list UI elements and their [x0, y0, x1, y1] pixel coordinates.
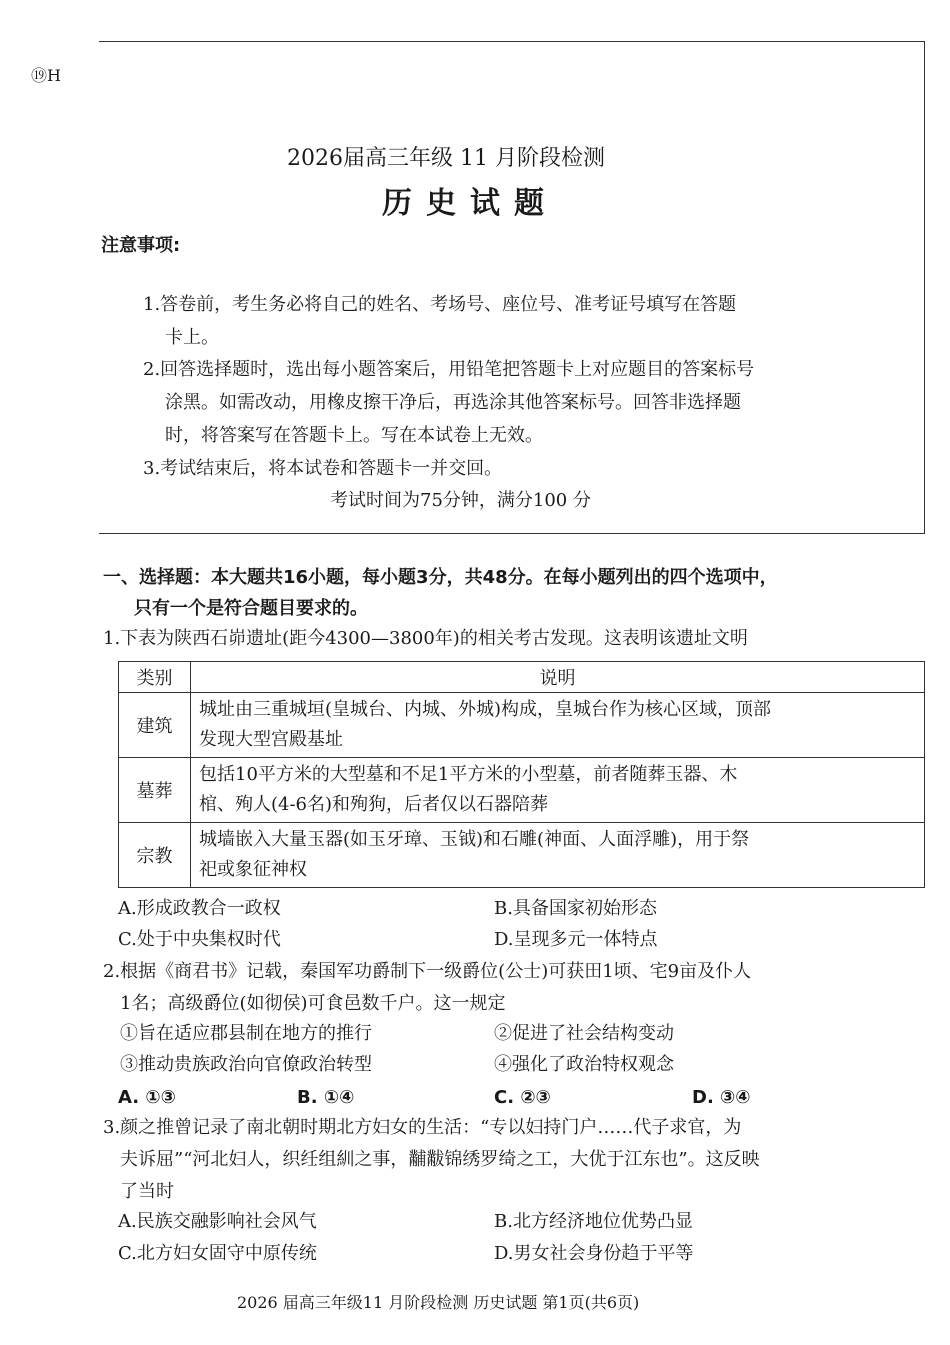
table-header-cell: 说明 [191, 662, 925, 693]
table-cell-category: 墓葬 [119, 758, 191, 823]
q1-option-c[interactable]: C.处于中央集权时代 [118, 929, 281, 950]
notice-heading: 注意事项: [101, 235, 181, 256]
q2-statement: ②促进了社会结构变动 [494, 1023, 674, 1044]
q3-stem: 3.颜之推曾记录了南北朝时期北方妇女的生活：“专以妇持门户……代子求官，为 [103, 1117, 742, 1138]
description-line: 城址由三重城垣(皇城台、内城、外城)构成，皇城台作为核心区域，顶部 [199, 699, 772, 720]
table-row [119, 693, 925, 758]
notice-item: 2.回答选择题时，选出每小题答案后，用铅笔把答题卡上对应题目的答案标号 [143, 359, 755, 380]
notice-item: 卡上。 [165, 327, 219, 348]
table-row [119, 823, 925, 888]
table-header-row [119, 662, 925, 693]
q3-option-d[interactable]: D.男女社会身份趋于平等 [494, 1243, 694, 1264]
q1-option-d[interactable]: D.呈现多元一体特点 [494, 929, 658, 950]
q3-stem-cont: 了当时 [120, 1181, 174, 1202]
q2-statement: ③推动贵族政治向官僚政治转型 [120, 1054, 372, 1075]
description-line: 棺、殉人(4-6名)和殉狗，后者仅以石器陪葬 [199, 794, 549, 815]
q3-option-a[interactable]: A.民族交融影响社会风气 [118, 1211, 317, 1232]
q2-statement: ④强化了政治特权观念 [494, 1054, 674, 1075]
q3-option-b[interactable]: B.北方经济地位优势凸显 [494, 1211, 693, 1232]
description-line: 发现大型宫殿基址 [199, 729, 343, 750]
table-header-cell: 类别 [119, 662, 191, 693]
table-cell-category: 宗教 [119, 823, 191, 888]
q2-option-d[interactable]: D. ③④ [692, 1087, 751, 1108]
description-line: 祀或象征神权 [199, 859, 307, 880]
section-heading-cont: 只有一个是符合题目要求的。 [134, 598, 368, 619]
top-border-line [99, 41, 925, 42]
q1-option-b[interactable]: B.具备国家初始形态 [494, 898, 657, 919]
q3-option-c[interactable]: C.北方妇女固守中原传统 [118, 1243, 317, 1264]
exam-title: 2026届高三年级 11 月阶段检测 [287, 146, 605, 171]
q2-option-c[interactable]: C. ②③ [494, 1087, 551, 1108]
subject-title: 历史试题 [382, 186, 558, 221]
right-border-line [924, 41, 925, 533]
table-cell-category: 建筑 [119, 693, 191, 758]
q1-option-a[interactable]: A.形成政教合一政权 [118, 898, 281, 919]
q2-statement: ①旨在适应郡县制在地方的推行 [120, 1023, 372, 1044]
q2-stem-cont: 1名；高级爵位(如彻侯)可食邑数千户。这一规定 [120, 993, 506, 1014]
table-row [119, 758, 925, 823]
table-cell-description [191, 758, 925, 823]
q1-table [118, 661, 925, 888]
notice-item: 时，将答案写在答题卡上。写在本试卷上无效。 [165, 425, 543, 446]
q2-option-b[interactable]: B. ①④ [297, 1087, 355, 1108]
description-line: 城墙嵌入大量玉器(如玉牙璋、玉钺)和石雕(神面、人面浮雕)，用于祭 [199, 829, 750, 850]
notice-item: 1.答卷前，考生务必将自己的姓名、考场号、座位号、准考证号填写在答题 [143, 294, 737, 315]
q3-stem-cont: 夫诉屈”“河北妇人，织纴组紃之事，黼黻锦绣罗绮之工，大优于江东也”。这反映 [120, 1149, 760, 1170]
q2-stem: 2.根据《商君书》记载，秦国军功爵制下一级爵位(公士)可获田1顷、宅9亩及仆人 [103, 961, 752, 982]
table-cell-description [191, 823, 925, 888]
q2-option-a[interactable]: A. ①③ [118, 1087, 176, 1108]
section-heading: 一、选择题：本大题共16小题，每小题3分，共48分。在每小题列出的四个选项中， [103, 567, 778, 588]
notice-item: 3.考试结束后，将本试卷和答题卡一并交回。 [143, 458, 503, 479]
page-footer: 2026 届高三年级11 月阶段检测 历史试题 第1页(共6页) [237, 1293, 640, 1312]
table-cell-description [191, 693, 925, 758]
exam-code: ⑲H [31, 66, 61, 85]
q1-stem: 1.下表为陕西石峁遗址(距今4300—3800年)的相关考古发现。这表明该遗址文明 [103, 628, 748, 649]
description-line: 包括10平方米的大型墓和不足1平方米的小型墓，前者随葬玉器、木 [199, 764, 738, 785]
notice-divider-line [99, 533, 925, 534]
time-note: 考试时间为75分钟，满分100 分 [330, 490, 591, 511]
notice-item: 涂黑。如需改动，用橡皮擦干净后，再选涂其他答案标号。回答非选择题 [165, 392, 741, 413]
